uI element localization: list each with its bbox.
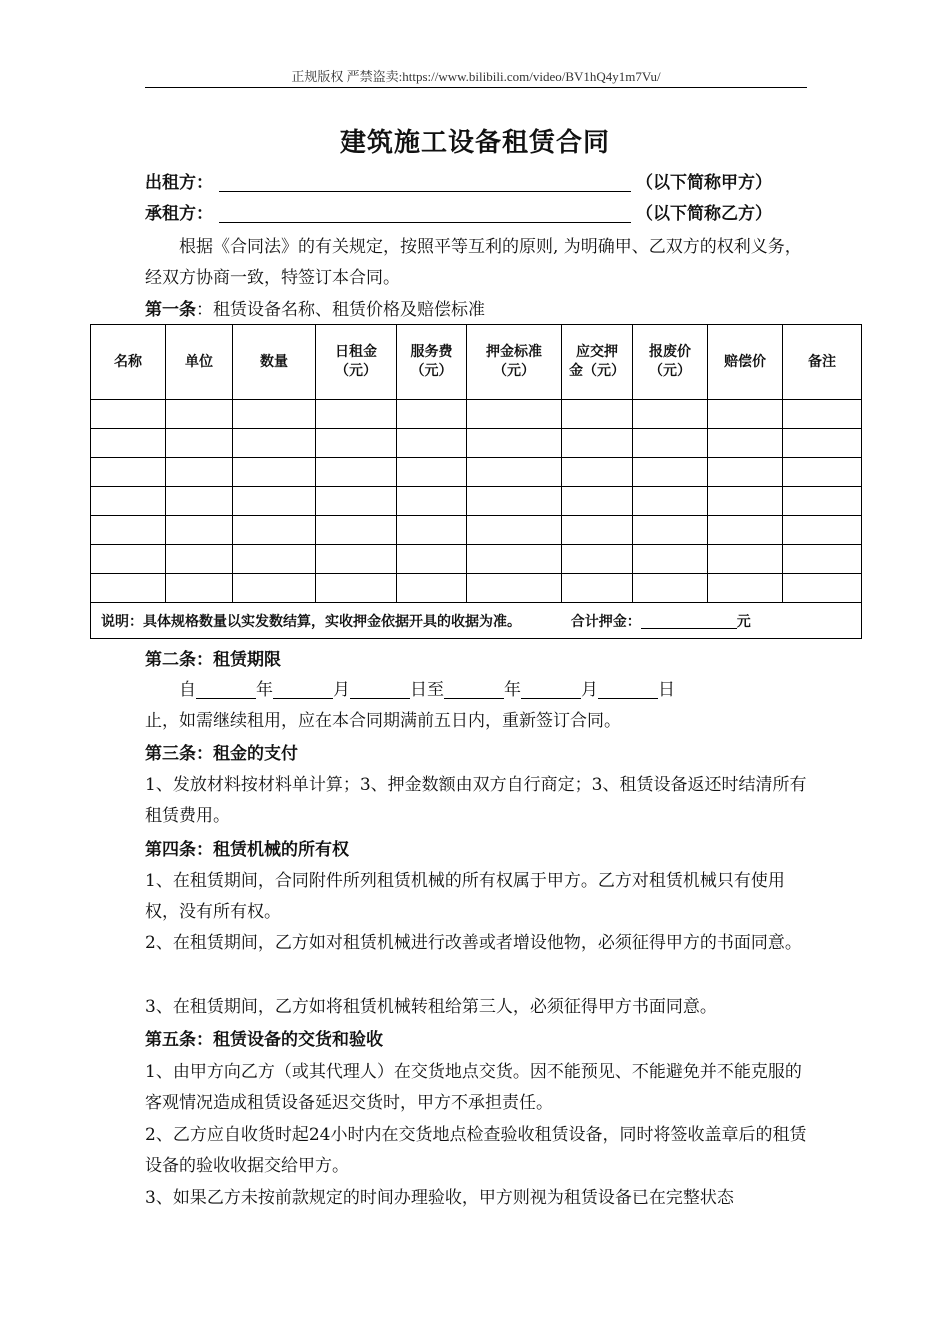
table-cell[interactable] xyxy=(633,400,708,429)
header-divider xyxy=(145,87,807,88)
lessee-label: 承租方： xyxy=(145,204,213,224)
total-deposit-unit: 元 xyxy=(736,613,751,630)
col-header-service-fee: 服务费 （元） xyxy=(397,325,467,400)
table-cell[interactable] xyxy=(467,516,562,545)
equipment-table xyxy=(90,324,862,639)
article3-text: 1、发放材料按材料单计算；3、押金数额由双方自行商定；3、租赁设备返还时结清所有租赁费用。 xyxy=(145,775,807,826)
table-cell[interactable] xyxy=(91,400,166,429)
table-cell[interactable] xyxy=(562,516,633,545)
table-cell[interactable] xyxy=(562,487,633,516)
table-cell[interactable] xyxy=(783,487,862,516)
col-header-deposit-standard: 押金标准 （元） xyxy=(467,325,562,400)
lease-period-line xyxy=(145,675,807,706)
table-cell[interactable] xyxy=(316,429,397,458)
document-title: 建筑施工设备租赁合同 xyxy=(339,128,610,158)
table-cell[interactable] xyxy=(633,516,708,545)
article1-heading xyxy=(145,298,485,322)
lessor-line xyxy=(145,171,772,195)
table-cell[interactable] xyxy=(633,574,708,603)
col-header-quantity: 数量 xyxy=(233,325,316,400)
table-cell[interactable] xyxy=(467,545,562,574)
copyright-header-note: 正规版权 严禁盗卖:https://www.bilibili.com/video/BV1hQ4y1m7Vu/ xyxy=(291,69,661,84)
intro-paragraph: 根据《合同法》的有关规定，按照平等互利的原则, 为明确甲、乙双方的权利义务，经双方协商一致，特签订本合同。 xyxy=(145,237,802,288)
table-header-row xyxy=(91,325,862,400)
table-note-row xyxy=(91,603,862,639)
table-cell[interactable] xyxy=(397,516,467,545)
col-header-remarks: 备注 xyxy=(783,325,862,400)
table-cell[interactable] xyxy=(166,400,233,429)
article5-item-1: 1、由甲方向乙方（或其代理人）在交货地点交货。因不能预见、不能避免并不能克服的客观情况造成租赁设备延迟交货时，甲方不承担责任。 xyxy=(145,1062,802,1113)
article1-text: ：租赁设备名称、租赁价格及赔偿标准 xyxy=(196,300,485,320)
table-cell[interactable] xyxy=(397,545,467,574)
table-cell[interactable] xyxy=(316,400,397,429)
table-cell[interactable] xyxy=(708,487,783,516)
table-cell[interactable] xyxy=(562,400,633,429)
article4-item-3: 3、在租赁期间，乙方如将租赁机械转租给第三人，必须征得甲方书面同意。 xyxy=(145,997,717,1017)
table-cell[interactable] xyxy=(91,574,166,603)
table-cell[interactable] xyxy=(233,574,316,603)
table-note-text: 说明：具体规格数量以实发数结算，实收押金依据开具的收据为准。 xyxy=(101,613,521,630)
col-header-compensation: 赔偿价 xyxy=(708,325,783,400)
table-cell[interactable] xyxy=(233,487,316,516)
col-header-deposit-due: 应交押 金（元） xyxy=(562,325,633,400)
table-cell[interactable] xyxy=(91,487,166,516)
article1-label: 第一条 xyxy=(145,300,196,320)
table-cell[interactable] xyxy=(316,516,397,545)
table-cell[interactable] xyxy=(397,574,467,603)
period-year-1: 年 xyxy=(256,680,273,700)
table-cell[interactable] xyxy=(562,429,633,458)
table-cell[interactable] xyxy=(233,516,316,545)
period-month-1: 月 xyxy=(333,680,350,700)
article4-item-1: 1、在租赁期间，合同附件所列租赁机械的所有权属于甲方。乙方对租赁机械只有使用权，没有所有权。 xyxy=(145,871,785,922)
period-day-end: 日 xyxy=(658,680,675,700)
col-header-daily-rent: 日租金 （元） xyxy=(316,325,397,400)
table-cell[interactable] xyxy=(166,429,233,458)
table-cell[interactable] xyxy=(783,574,862,603)
table-cell[interactable] xyxy=(233,429,316,458)
table-cell[interactable] xyxy=(397,400,467,429)
table-cell[interactable] xyxy=(467,574,562,603)
table-cell[interactable] xyxy=(397,487,467,516)
table-row xyxy=(91,487,862,516)
lessor-suffix: （以下简称甲方） xyxy=(636,173,772,193)
article5-heading: 第五条：租赁设备的交货和验收 xyxy=(145,1030,383,1050)
period-from: 自 xyxy=(179,680,196,700)
table-cell[interactable] xyxy=(708,574,783,603)
table-cell[interactable] xyxy=(562,545,633,574)
table-cell[interactable] xyxy=(467,487,562,516)
table-row xyxy=(91,574,862,603)
table-cell[interactable] xyxy=(783,400,862,429)
table-cell[interactable] xyxy=(316,487,397,516)
table-cell[interactable] xyxy=(562,574,633,603)
col-header-name: 名称 xyxy=(91,325,166,400)
table-cell[interactable] xyxy=(708,458,783,487)
article5-item-2: 2、乙方应自收货时起24小时内在交货地点检查验收租赁设备，同时将签收盖章后的租赁设备的验收收据交给甲方。 xyxy=(145,1125,807,1176)
table-row xyxy=(91,400,862,429)
table-cell[interactable] xyxy=(633,545,708,574)
end-day-field[interactable] xyxy=(598,680,658,699)
table-cell[interactable] xyxy=(91,545,166,574)
lessee-blank-field[interactable] xyxy=(219,222,631,223)
table-row xyxy=(91,458,862,487)
table-row xyxy=(91,545,862,574)
table-cell[interactable] xyxy=(91,516,166,545)
article2-heading: 第二条：租赁期限 xyxy=(145,650,281,670)
total-deposit-field[interactable] xyxy=(641,612,737,629)
table-cell[interactable] xyxy=(91,429,166,458)
table-cell[interactable] xyxy=(91,458,166,487)
table-cell[interactable] xyxy=(233,400,316,429)
table-cell[interactable] xyxy=(783,429,862,458)
table-cell[interactable] xyxy=(708,400,783,429)
table-cell[interactable] xyxy=(783,516,862,545)
table-cell[interactable] xyxy=(316,574,397,603)
lessor-label: 出租方： xyxy=(145,173,213,193)
table-cell[interactable] xyxy=(397,429,467,458)
total-deposit-label: 合计押金： xyxy=(570,613,641,630)
start-month-field[interactable] xyxy=(273,680,333,699)
table-cell[interactable] xyxy=(166,574,233,603)
table-cell[interactable] xyxy=(397,458,467,487)
article3-heading: 第三条：租金的支付 xyxy=(145,744,298,764)
table-cell[interactable] xyxy=(316,545,397,574)
article4-heading: 第四条：租赁机械的所有权 xyxy=(145,840,349,860)
table-cell[interactable] xyxy=(467,429,562,458)
table-note-cell xyxy=(91,603,862,639)
table-cell[interactable] xyxy=(166,487,233,516)
table-cell[interactable] xyxy=(166,545,233,574)
start-year-field[interactable] xyxy=(196,680,256,699)
table-cell[interactable] xyxy=(708,516,783,545)
table-cell[interactable] xyxy=(233,458,316,487)
col-header-scrap-price: 报废价 （元） xyxy=(633,325,708,400)
article5-item-3: 3、如果乙方未按前款规定的时间办理验收，甲方则视为租赁设备已在完整状态 xyxy=(145,1188,734,1208)
table-cell[interactable] xyxy=(633,458,708,487)
period-year-2: 年 xyxy=(504,680,521,700)
table-row xyxy=(91,429,862,458)
lease-period-text: 止，如需继续租用，应在本合同期满前五日内，重新签订合同。 xyxy=(145,711,621,731)
table-cell[interactable] xyxy=(783,545,862,574)
table-cell[interactable] xyxy=(633,487,708,516)
table-cell[interactable] xyxy=(233,545,316,574)
table-cell[interactable] xyxy=(708,545,783,574)
table-cell[interactable] xyxy=(708,429,783,458)
article4-item-2: 2、在租赁期间，乙方如对租赁机械进行改善或者增设他物，必须征得甲方的书面同意。 xyxy=(145,933,802,953)
table-cell[interactable] xyxy=(562,458,633,487)
lessee-line xyxy=(145,202,772,226)
period-month-2: 月 xyxy=(581,680,598,700)
end-year-field[interactable] xyxy=(444,680,504,699)
lessor-blank-field[interactable] xyxy=(219,191,631,192)
table-cell[interactable] xyxy=(467,458,562,487)
table-cell[interactable] xyxy=(316,458,397,487)
period-day-to: 日至 xyxy=(410,680,444,700)
table-cell[interactable] xyxy=(633,429,708,458)
lessee-suffix: （以下简称乙方） xyxy=(636,204,772,224)
table-row xyxy=(91,516,862,545)
end-month-field[interactable] xyxy=(521,680,581,699)
table-cell[interactable] xyxy=(166,516,233,545)
start-day-field[interactable] xyxy=(350,680,410,699)
table-cell[interactable] xyxy=(467,400,562,429)
col-header-unit: 单位 xyxy=(166,325,233,400)
table-cell[interactable] xyxy=(783,458,862,487)
table-cell[interactable] xyxy=(166,458,233,487)
